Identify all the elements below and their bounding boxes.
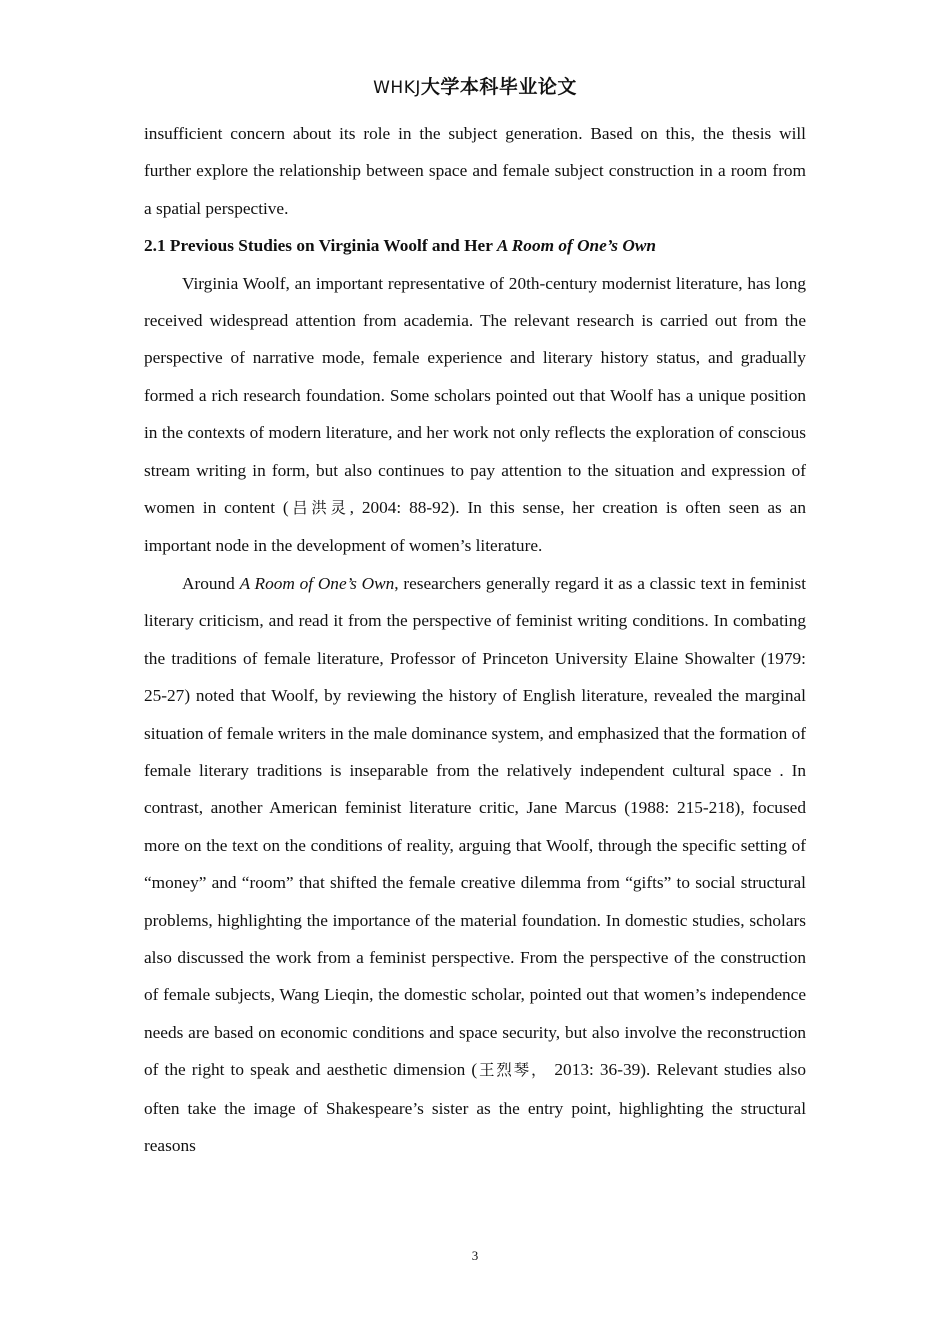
paragraph-text: , 2004: 88-92). In this sense, her creation is often seen as an important node in the development of women’s literature.	[144, 498, 806, 556]
page-number: 3	[471, 1248, 479, 1263]
header-prefix: WHKJ	[373, 78, 421, 98]
paragraph-text: Around	[182, 573, 240, 593]
body-text	[144, 115, 806, 1164]
citation-author-cjk: 吕洪灵	[288, 499, 350, 518]
paragraph-room-studies	[144, 565, 806, 1165]
section-heading-title: A Room of One’s Own	[496, 236, 656, 256]
paragraph-continuation: insufficient concern about its role in the subject generation. Based on this, the thesis will further explore the relationship between space and female subject construction in a room from a spatial perspective.	[144, 124, 806, 218]
section-heading-text: 2.1 Previous Studies on Virginia Woolf and Her	[144, 236, 497, 256]
paragraph-text: , researchers generally regard it as a classic text in feminist literary criticism, and read it from the perspective of feminist writing conditions. In combating the traditions of female literature, Professor of Princeton University Elaine Showalter (1979: 25-27) noted that Woolf, by reviewing the history of English literature, revealed the marginal situation of female writers in the male dominance system, and emphasized that the formation of female literary traditions is inseparable from the relatively independent cultural space . In contrast, another American feminist literature critic, Jane Marcus (1988: 215-218), focused more on the text on the conditions of reality, arguing that Woolf, through the specific setting of “money” and “room” that shifted the female creative dilemma from “gifts” to social structural problems, highlighting the importance of the material foundation. In domestic studies, scholars also discussed the work from a feminist perspective. From the perspective of the construction of female subjects, Wang Lieqin, the domestic scholar, pointed out that women’s independence needs are based on economic conditions and space security, but also involve the reconstruction of the right to speak and aesthetic dimension (	[144, 573, 806, 1080]
paragraph-woolf-overview	[144, 265, 806, 565]
paragraph-text: Virginia Woolf, an important representative of 20th-century modernist literature, has long received widespread attention from academia. The relevant research is carried out from the perspective of narrative mode, female experience and literary history status, and gradually formed a rich research foundation. Some scholars pointed out that Woolf has a unique position in the contexts of modern literature, and her work not only reflects the exploration of conscious stream writing in form, but also continues to pay attention to the situation and expression of women in content (	[144, 273, 806, 518]
book-title: A Room of One’s Own	[239, 573, 395, 593]
section-heading	[144, 227, 806, 264]
running-header	[0, 74, 950, 101]
paragraph-text: 2013: 36-39). Relevant studies also often take the image of Shakespeare’s sister as the entry point, highlighting the structural reasons	[144, 1060, 806, 1155]
header-title: 大学本科毕业论文	[420, 76, 577, 98]
citation-author-cjk: 王烈琴，	[477, 1061, 549, 1080]
